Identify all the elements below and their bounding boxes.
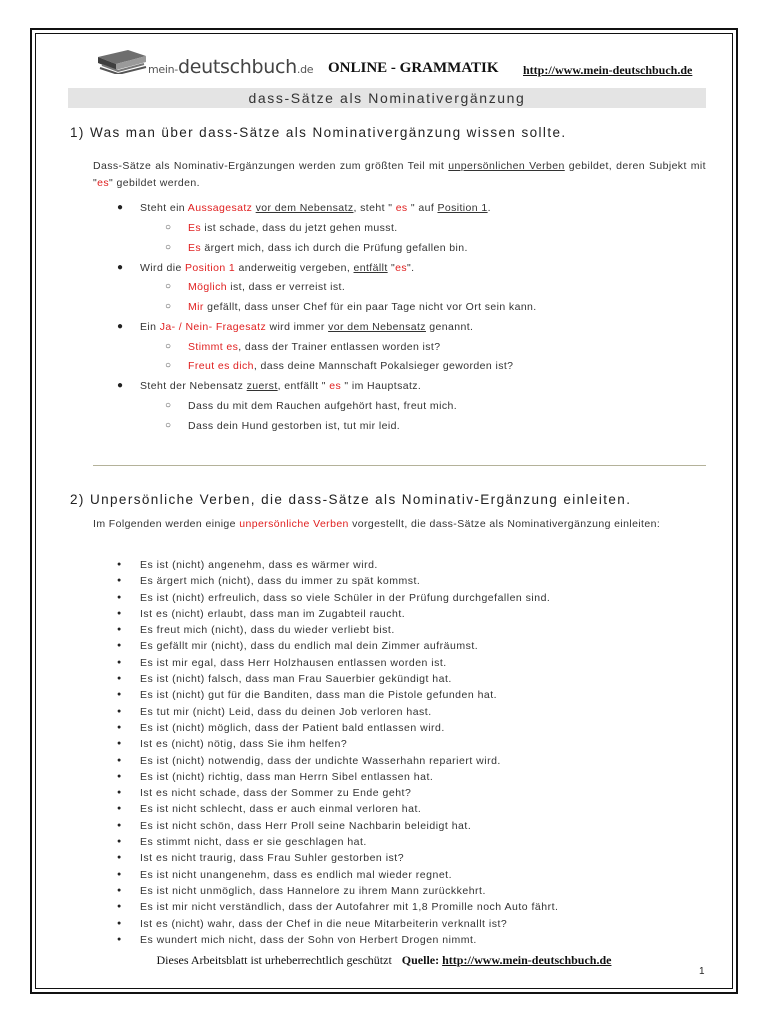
bullet-icon: ● <box>117 380 124 391</box>
rule-2-example-1: Möglich ist, dass er verreist ist. <box>188 281 346 293</box>
rule-2-example-2: Mir gefällt, dass unser Chef für ein paar Tage nicht vor Ort sein kann. <box>188 301 537 313</box>
circle-bullet-icon: ○ <box>165 400 172 411</box>
list-item: ● Es ist nicht unmöglich, dass Hannelore zu ihrem Mann zurückkehrt. <box>117 883 717 899</box>
logo-text: mein-deutschbuch.de <box>148 56 314 78</box>
list-item: ● Es ist (nicht) erfreulich, dass so viele Schüler in der Prüfung durchgefallen sind. <box>117 590 717 606</box>
list-item: ● Ist es (nicht) erlaubt, dass man im Zugabteil raucht. <box>117 606 717 622</box>
section-2-intro: Im Folgenden werden einige unpersönliche Verben vorgestellt, die dass-Sätze als Nominativergänzung einleiten: <box>93 518 661 530</box>
document-title: dass-Sätze als Nominativergänzung <box>68 88 706 108</box>
circle-bullet-icon: ○ <box>165 281 172 292</box>
bullet-icon: ● <box>117 262 124 273</box>
list-item: ● Es ist mir nicht verständlich, dass der Autofahrer mit 1,8 Promille noch Auto fährt. <box>117 899 717 915</box>
list-item: ● Es freut mich (nicht), dass du wieder verliebt bist. <box>117 622 717 638</box>
section-2-heading: 2) Unpersönliche Verben, die dass-Sätze als Nominativ-Ergänzung einleiten. <box>70 492 632 507</box>
section-1-heading: 1) Was man über dass-Sätze als Nominativergänzung wissen sollte. <box>70 125 567 140</box>
section-1-intro: Dass-Sätze als Nominativ-Ergänzungen werden zum größten Teil mit unpersönlichen Verben gebildet, deren Subjekt mit "es" gebildet werden. <box>93 160 706 189</box>
list-item: ● Es ärgert mich (nicht), dass du immer zu spät kommst. <box>117 573 717 589</box>
list-item: ● Es stimmt nicht, dass er sie geschlagen hat. <box>117 834 717 850</box>
section-divider <box>93 465 706 466</box>
list-item: ● Es wundert mich nicht, dass der Sohn von Herbert Drogen nimmt. <box>117 932 717 948</box>
circle-bullet-icon: ○ <box>165 341 172 352</box>
site-logo[interactable] <box>96 44 316 80</box>
verb-examples-list <box>117 557 717 948</box>
list-item: ● Es tut mir (nicht) Leid, dass du deinen Job verloren hast. <box>117 704 717 720</box>
page-header <box>96 44 706 84</box>
header-url-link[interactable]: http://www.mein-deutschbuch.de <box>523 63 693 77</box>
page-number: 1 <box>699 966 705 977</box>
circle-bullet-icon: ○ <box>165 360 172 371</box>
page-footer <box>0 953 768 968</box>
list-item: ● Es ist (nicht) gut für die Banditen, dass man die Pistole gefunden hat. <box>117 687 717 703</box>
circle-bullet-icon: ○ <box>165 222 172 233</box>
rule-4: Steht der Nebensatz zuerst, entfällt " es " im Hauptsatz. <box>140 380 422 392</box>
rule-2: Wird die Position 1 anderweitig vergeben, entfällt "es". <box>140 262 415 274</box>
circle-bullet-icon: ○ <box>165 301 172 312</box>
book-stack-icon <box>96 48 148 74</box>
source-label: Quelle: <box>401 953 440 967</box>
rule-4-example-2: Dass dein Hund gestorben ist, tut mir leid. <box>188 420 401 432</box>
circle-bullet-icon: ○ <box>165 420 172 431</box>
list-item: ● Ist es (nicht) nötig, dass Sie ihm helfen? <box>117 736 717 752</box>
source-url-link[interactable]: http://www.mein-deutschbuch.de <box>442 953 612 967</box>
rule-1-example-2: Es ärgert mich, dass ich durch die Prüfung gefallen bin. <box>188 242 468 254</box>
rule-3-example-2: Freut es dich, dass deine Mannschaft Pokalsieger geworden ist? <box>188 360 514 372</box>
list-item: ● Es ist (nicht) notwendig, dass der undichte Wasserhahn repariert wird. <box>117 753 717 769</box>
list-item: ● Es ist (nicht) richtig, dass man Herrn Sibel entlassen hat. <box>117 769 717 785</box>
list-item: ● Ist es (nicht) wahr, dass der Chef in die neue Mitarbeiterin verknallt ist? <box>117 916 717 932</box>
list-item: ● Es ist (nicht) möglich, dass der Patient bald entlassen wird. <box>117 720 717 736</box>
list-item: ● Es ist mir egal, dass Herr Holzhausen entlassen worden ist. <box>117 655 717 671</box>
list-item: ● Es ist (nicht) angenehm, dass es wärmer wird. <box>117 557 717 573</box>
list-item: ● Es ist (nicht) falsch, dass man Frau Sauerbier gekündigt hat. <box>117 671 717 687</box>
list-item: ● Es ist nicht unangenehm, dass es endlich mal wieder regnet. <box>117 867 717 883</box>
rule-1-example-1: Es ist schade, dass du jetzt gehen musst. <box>188 222 398 234</box>
header-title: ONLINE - GRAMMATIK <box>328 60 499 76</box>
list-item: ● Es gefällt mir (nicht), dass du endlich mal dein Zimmer aufräumst. <box>117 638 717 654</box>
list-item: ● Ist es nicht traurig, dass Frau Suhler gestorben ist? <box>117 850 717 866</box>
rule-1: Steht ein Aussagesatz vor dem Nebensatz, steht " es " auf Position 1. <box>140 202 491 214</box>
list-item: ● Es ist nicht schön, dass Herr Proll seine Nachbarin beleidigt hat. <box>117 818 717 834</box>
rule-3: Ein Ja- / Nein- Fragesatz wird immer vor dem Nebensatz genannt. <box>140 321 474 333</box>
copyright-notice: Dieses Arbeitsblatt ist urheberrechtlich geschützt <box>156 953 392 967</box>
bullet-icon: ● <box>117 321 124 332</box>
rule-3-example-1: Stimmt es, dass der Trainer entlassen worden ist? <box>188 341 441 353</box>
circle-bullet-icon: ○ <box>165 242 172 253</box>
bullet-icon: ● <box>117 202 124 213</box>
list-item: ● Ist es nicht schade, dass der Sommer zu Ende geht? <box>117 785 717 801</box>
list-item: ● Es ist nicht schlecht, dass er auch einmal verloren hat. <box>117 801 717 817</box>
rule-4-example-1: Dass du mit dem Rauchen aufgehört hast, freut mich. <box>188 400 458 412</box>
